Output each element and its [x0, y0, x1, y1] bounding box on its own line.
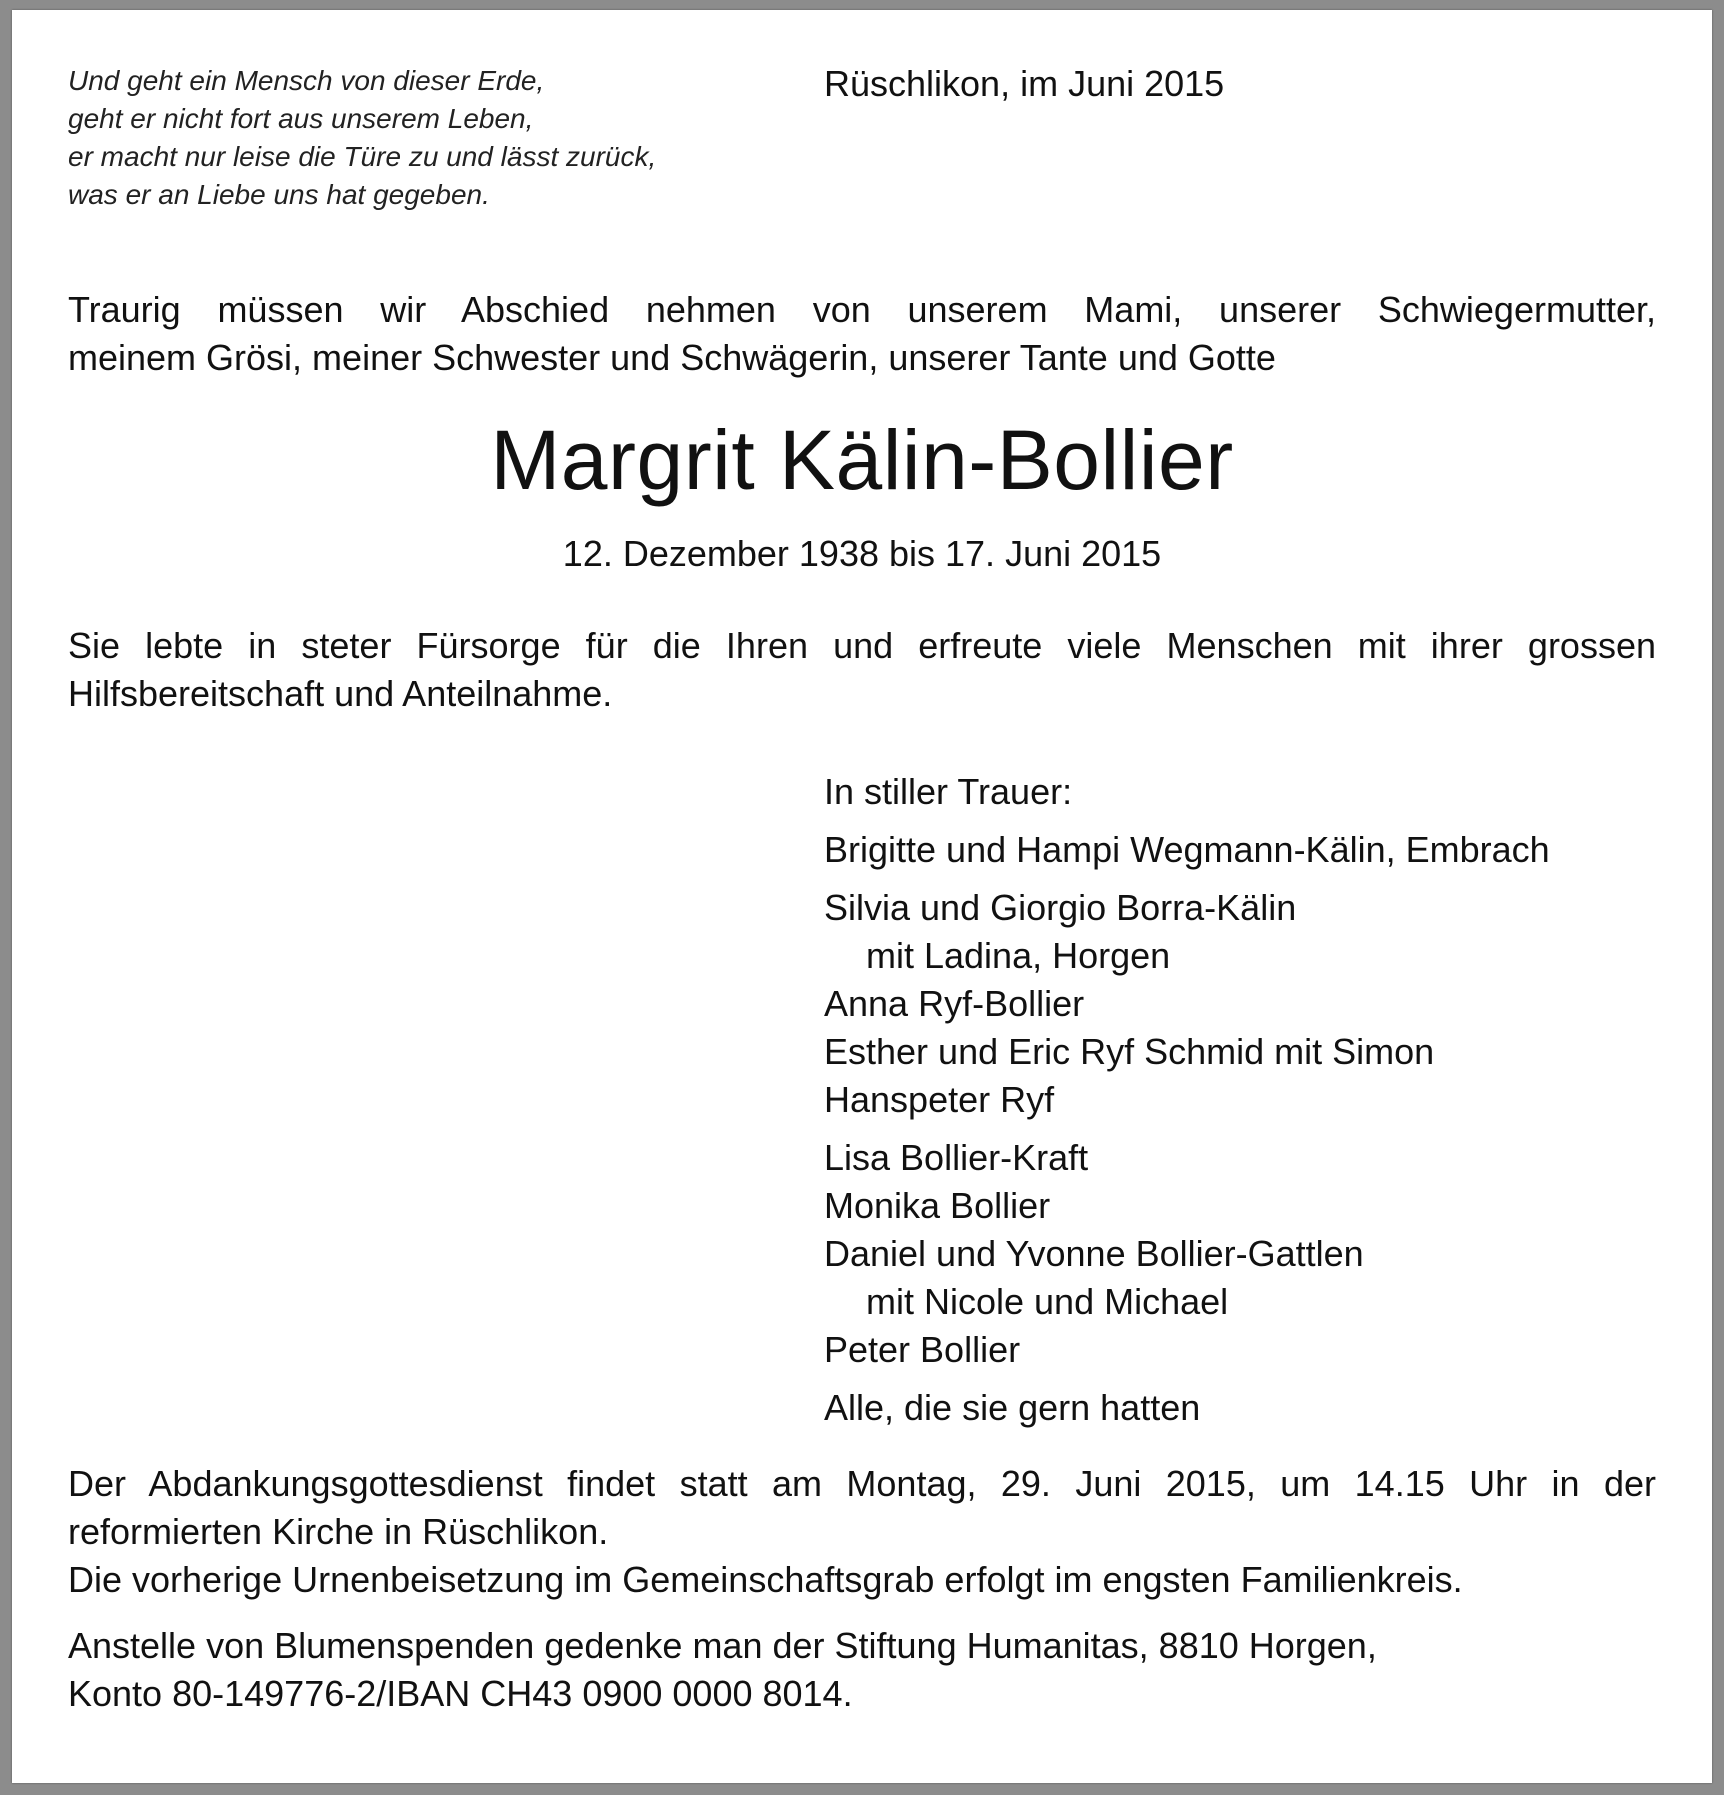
service-line: reformierten Kirche in Rüschlikon. — [68, 1511, 609, 1552]
tribute-line: Sie lebte in steter Fürsorge für die Ihren und erfreute viele Menschen mit ihrer grossen — [68, 625, 1656, 666]
verse-line: geht er nicht fort aus unserem Leben, — [68, 103, 534, 134]
tribute-text — [68, 622, 1656, 718]
donation-notice — [68, 1622, 1656, 1718]
place-and-date: Rüschlikon, im Juni 2015 — [824, 63, 1225, 104]
mourner-line: Hanspeter Ryf — [824, 1079, 1055, 1120]
verse-line: Und geht ein Mensch von dieser Erde, — [68, 65, 545, 96]
mourner-line: Peter Bollier — [824, 1329, 1021, 1370]
service-details — [68, 1460, 1656, 1604]
intro-line: meinem Grösi, meiner Schwester und Schwägerin, unserer Tante und Gotte — [68, 337, 1276, 378]
obituary-notice — [12, 10, 1712, 1783]
donation-line: Anstelle von Blumenspenden gedenke man der Stiftung Humanitas, 8810 Horgen, — [68, 1625, 1377, 1666]
mourner-line: Monika Bollier — [824, 1185, 1051, 1226]
mourner-line: mit Nicole und Michael — [866, 1281, 1229, 1322]
mourners-heading: In stiller Trauer: — [824, 771, 1073, 812]
mourner-line: Esther und Eric Ryf Schmid mit Simon — [824, 1031, 1435, 1072]
mourner-line: Anna Ryf-Bollier — [824, 983, 1085, 1024]
mourner-line: mit Ladina, Horgen — [866, 935, 1171, 976]
intro-text — [68, 286, 1656, 382]
mourners-list — [824, 768, 1684, 1432]
service-line: Die vorherige Urnenbeisetzung im Gemeinschaftsgrab erfolgt im engsten Familienkreis. — [68, 1559, 1463, 1600]
mourner-line: Brigitte und Hampi Wegmann-Kälin, Embrach — [824, 829, 1550, 870]
tribute-line: Hilfsbereitschaft und Anteilnahme. — [68, 673, 613, 714]
mourner-line: Silvia und Giorgio Borra-Kälin — [824, 887, 1297, 928]
deceased-name: Margrit Kälin-Bollier — [490, 413, 1234, 507]
donation-line: Konto 80-149776-2/IBAN CH43 0900 0000 8014. — [68, 1673, 853, 1714]
memorial-verse — [68, 62, 768, 214]
verse-line: was er an Liebe uns hat gegeben. — [68, 179, 490, 210]
mourner-line: Alle, die sie gern hatten — [824, 1387, 1201, 1428]
mourner-line: Lisa Bollier-Kraft — [824, 1137, 1089, 1178]
intro-line: Traurig müssen wir Abschied nehmen von unserem Mami, unserer Schwiegermutter, — [68, 289, 1656, 330]
mourner-line: Daniel und Yvonne Bollier-Gattlen — [824, 1233, 1364, 1274]
service-line: Der Abdankungsgottesdienst findet statt am Montag, 29. Juni 2015, um 14.15 Uhr in der — [68, 1463, 1656, 1504]
life-dates: 12. Dezember 1938 bis 17. Juni 2015 — [562, 533, 1162, 574]
verse-line: er macht nur leise die Türe zu und lässt zurück, — [68, 141, 657, 172]
